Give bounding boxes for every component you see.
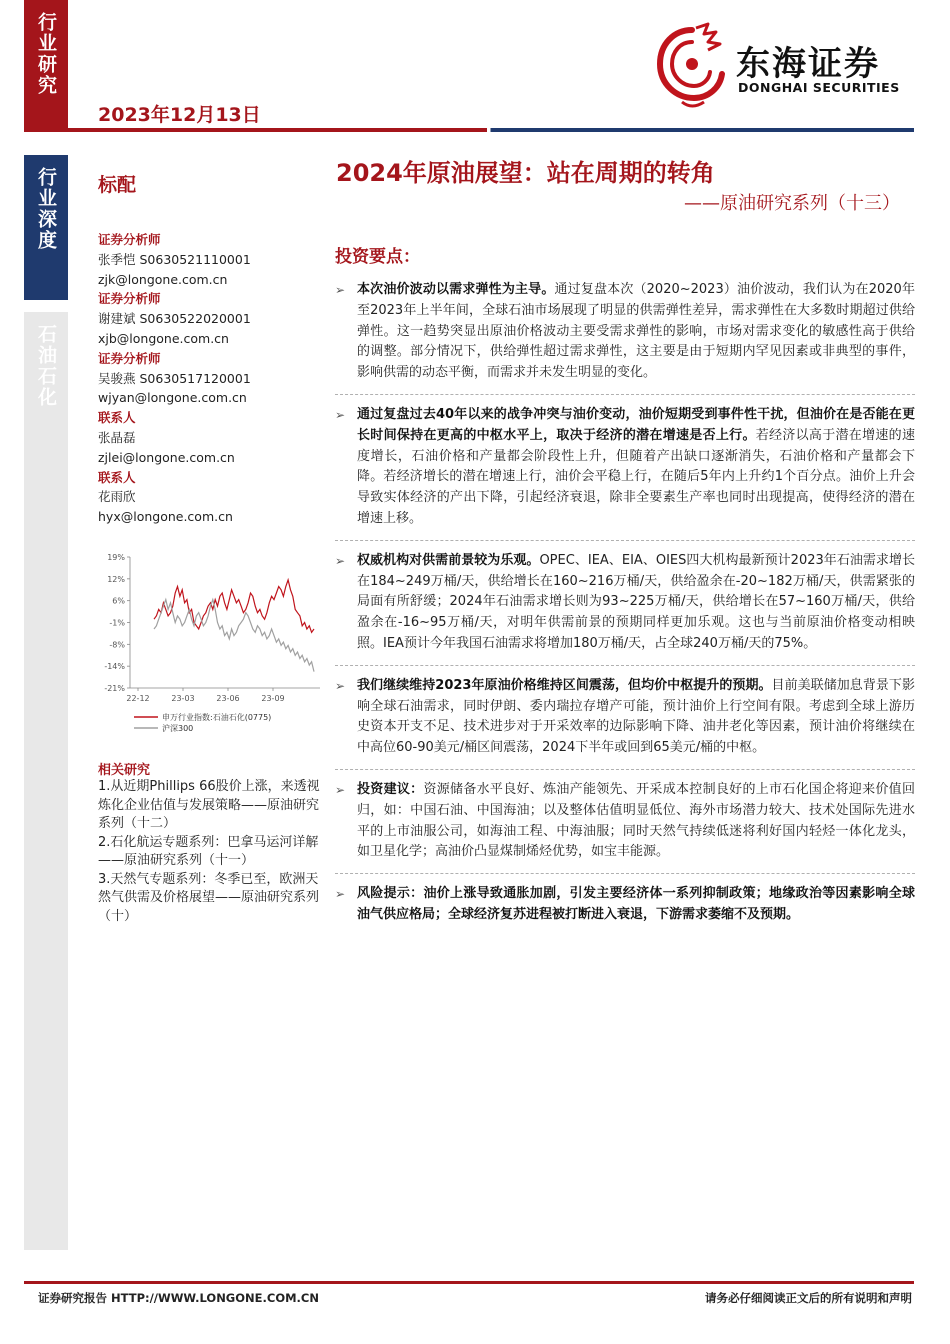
key-point-text: 资源储备水平良好、炼油产能领先、开采成本控制良好的上市石化国企将迎来价值回归，如：中国石油、中国海油；以及整体估值明显低位、海外市场潜力较大、技术处国际先进水平的上市油服公司，如海油工程、中海油服；同时天然气持续低迷将利好国内轻烃一体化龙头，如卫星化学；高油价凸显煤制烯烃优势，如宝丰能源。: [357, 781, 915, 860]
logo-english-name: DONGHAI SECURITIES: [738, 80, 900, 95]
legend-label: 申万行业指数:石油石化(0775): [162, 713, 272, 722]
analyst-role: 证券分析师: [98, 232, 161, 247]
side-tab-label: 石油石化: [35, 324, 57, 408]
x-tick-label: 22-12: [126, 694, 150, 703]
key-point: [335, 780, 915, 874]
key-point-lead: 本次油价波动以需求弹性为主导。: [357, 282, 555, 297]
index-chart: [98, 545, 328, 740]
legend-label: 沪深300: [162, 724, 194, 733]
side-tab-industry-depth: [24, 155, 68, 300]
analyst-role: 证券分析师: [98, 291, 161, 307]
related-item[interactable]: 2.石化航运专题系列：巴拿马运河详解——原油研究系列（十一）: [98, 834, 319, 868]
header-rule: [24, 128, 914, 132]
footer-rule: [24, 1281, 914, 1284]
key-point: [335, 676, 915, 770]
dragon-logo-icon: [652, 22, 732, 112]
analyst-email[interactable]: wjyan@longone.com.cn: [98, 390, 247, 406]
company-logo: [652, 22, 912, 112]
key-point: [335, 280, 915, 395]
key-point: [335, 405, 915, 541]
key-point-lead: 风险提示：油价上涨导致通胀加剧，引发主要经济体一系列抑制政策；地缘政治等因素影响全球油气供应格局；全球经济复苏进程被打断进入衰退，下游需求萎缩不及预期。: [357, 886, 915, 922]
analyst-name: 张季恺 S0630521110001: [98, 251, 251, 267]
analyst-role: 证券分析师: [98, 350, 161, 366]
key-point-lead: 通过复盘过去40年以来的战争冲突与油价变动，油价短期受到事件性干扰，但油价在是否能在更长时间保持在更高的中枢水平上，取决于经济的潜在增速是否上行。: [357, 406, 915, 443]
analyst-email[interactable]: zjk@longone.com.cn: [98, 271, 228, 287]
side-tab-label: 行业研究: [35, 12, 57, 96]
contact-email[interactable]: hyx@longone.com.cn: [98, 509, 233, 525]
x-tick-label: 23-09: [261, 694, 285, 703]
key-point-lead: 我们继续维持2023年原油价格维持区间震荡，但均价中枢提升的预期。: [357, 677, 772, 693]
key-points-title: 投资要点：: [335, 247, 420, 267]
arrow-bullet-icon: ➢: [335, 782, 346, 797]
index-chart-svg: [98, 545, 328, 740]
analyst-list: [98, 230, 251, 527]
report-date: 2023年12月13日: [98, 104, 261, 126]
report-subtitle: ——原油研究系列（十三）: [684, 193, 900, 214]
footer-left[interactable]: 证券研究报告 HTTP://WWW.LONGONE.COM.CN: [38, 1291, 319, 1305]
side-tab-sector: [24, 312, 68, 1250]
footer-disclaimer: 请务必仔细阅读正文后的所有说明和声明: [705, 1291, 912, 1305]
x-tick-label: 23-03: [171, 694, 195, 703]
y-tick-label: 6%: [112, 596, 125, 606]
y-tick-label: 12%: [107, 574, 125, 584]
key-point: [335, 551, 915, 666]
y-tick-label: -1%: [109, 618, 125, 628]
y-tick-label: 19%: [107, 553, 125, 562]
related-item[interactable]: 3.天然气专题系列：冬季已至，欧洲天然气供需及价格展望——原油研究系列（十）: [98, 871, 320, 924]
analyst-name: 谢建斌 S0630522020001: [98, 311, 251, 327]
arrow-bullet-icon: ➢: [335, 678, 346, 693]
related-title: 相关研究: [98, 763, 151, 778]
contact-email[interactable]: zjlei@longone.com.cn: [98, 449, 235, 465]
key-point-lead: 投资建议：: [357, 781, 424, 797]
report-title: 2024年原油展望：站在周期的转角: [336, 159, 715, 187]
related-list: [98, 778, 330, 926]
contact-name: 张晶磊: [98, 429, 136, 445]
key-points: [335, 280, 915, 946]
logo-chinese-name: 东海证券: [736, 44, 880, 84]
arrow-bullet-icon: ➢: [335, 407, 346, 422]
related-item[interactable]: 1.从近期Phillips 66股价上涨，来透视炼化企业估值与发展策略——原油研究系列（十二）: [98, 779, 320, 831]
key-point: [335, 884, 915, 936]
x-tick-label: 23-06: [216, 694, 240, 703]
y-tick-label: -8%: [109, 640, 125, 650]
key-point-text: 目前美联储加息背景下影响全球石油需求，同时伊朗、委内瑞拉存增产可能，预计油价上行空间有限。考虑到全球上游历史资本开支不足、技术进步对于开采效率的边际影响下降、油井老化等因素，预计油价将继续在中高位60-90美元/桶区间震荡，2024下半年或回到65美元/桶的中枢。: [357, 677, 915, 756]
side-tab-label: 行业深度: [35, 167, 57, 251]
key-point-lead: 权威机构对供需前景较为乐观。: [357, 552, 540, 568]
contact-name: 花雨欣: [98, 489, 136, 505]
y-tick-label: -14%: [104, 662, 125, 672]
arrow-bullet-icon: ➢: [335, 553, 346, 568]
contact-role: 联系人: [98, 410, 136, 426]
series-line-1: [154, 600, 314, 672]
y-tick-label: -21%: [104, 684, 125, 693]
key-point-text: OPEC、IEA、EIA、OIES四大机构最新预计2023年石油需求增长在184~249万桶/天，供给增长在160~216万桶/天，供给盈余在-20~182万桶/天，供需紧张的局面有所舒缓；2024年石油需求增长则为93~225万桶/天，供给增长在57~160万桶/天，供给盈余在-16~95万桶/天，对明年供需前景的预期同样更加乐观。这也与当前原油价格变动相映照。IEA预计今年我国石油需求将增加180万桶/天，占全球240万桶/天的75%。: [357, 552, 915, 651]
analyst-email[interactable]: xjb@longone.com.cn: [98, 330, 229, 346]
rating: 标配: [98, 174, 137, 196]
side-tab-industry-research: [24, 0, 68, 128]
key-point-text: 通过复盘本次（2020~2023）油价波动，我们认为在2020年至2023年上半年间，全球石油市场展现了明显的供需弹性差异，需求弹性在大多数时期超过供给弹性。这一趋势突显出原油价格波动主要受需求弹性的影响，市场对需求变化的敏感性高于供给的调整。部分情况下，供给弹性超过需求弹性，这主要是由于短期内罕见因素或非典型的事件，影响供需的动态平衡，而需求并未发生明显的变化。: [357, 282, 915, 381]
arrow-bullet-icon: ➢: [335, 887, 346, 902]
arrow-bullet-icon: ➢: [335, 283, 346, 297]
key-point-text: 若经济以高于潜在增速的速度增长，石油价格和产量都会阶段性上升，但随着产出缺口逐渐消失，石油价格和产量都会下降。若经济增长的潜在增速上行，油价会平稳上行，在随后5年内上升约1个百分点。油价上升会导致实体经济的产出下降，引起经济衰退，除非全要素生产率也同时出现提高，使得经济的潜在增速上移。: [357, 427, 915, 526]
contact-role: 联系人: [98, 469, 136, 485]
analyst-name: 吴骏燕 S0630517120001: [98, 370, 251, 386]
series-line-0: [154, 580, 314, 632]
